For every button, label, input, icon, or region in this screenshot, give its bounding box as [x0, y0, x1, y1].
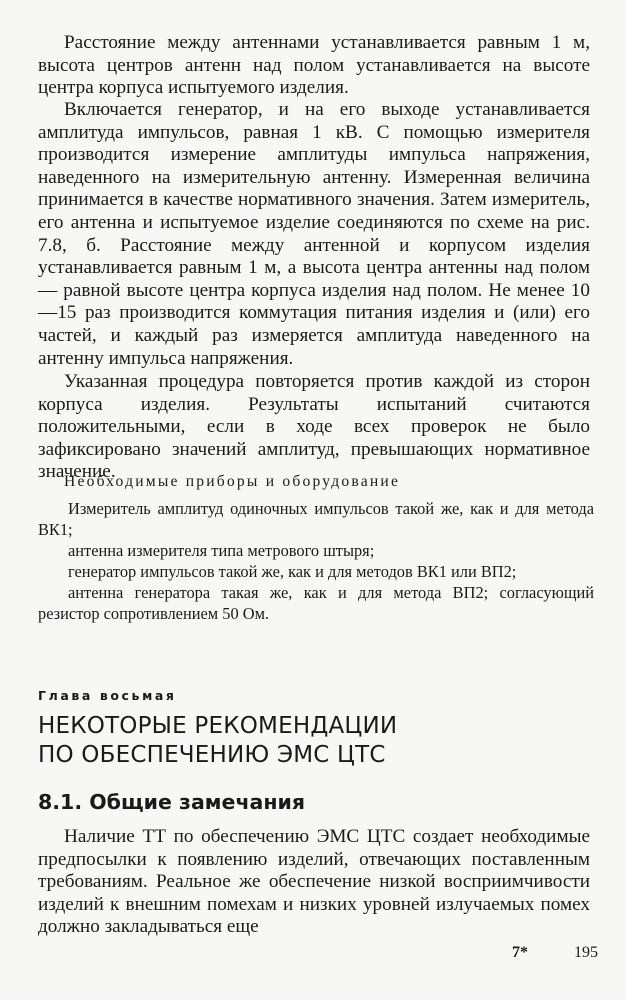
paragraph-generator-procedure: Включается генератор, и на его выходе устанавливается амплитуда импульсов, равная 1 кВ. С помощью измерителя производится измерение амплитуды импульса напряжения, наведенного на измерительную антенну. Измеренная величина принимается в качестве нормативного значения. Затем измеритель, его антенна и испытуемое изделие соединяются по схеме на рис. 7.8, б. Расстояние между антенной и корпусом изделия устанавливается равным 1 м, а высота центра антенны над полом — равной высоте центра корпуса изделия над полом. Не менее 10—15 раз производится коммутация питания изделия и (или) его частей, и каждый раз измеряется амплитуда наведенного на антенну импульса напряжения. [38, 99, 590, 369]
paragraph-general-remarks: Наличие ТТ по обеспечению ЭМС ЦТС создает необходимые предпосылки к появлению изделий, отвечающих поставленным требованиям. Реальное же обеспечение низкой восприимчивости изделий к внешним помехам и низких уровней излучаемых помех должно закладываться еще [38, 826, 590, 938]
page-number: 195 [574, 944, 598, 961]
equipment-item-generator-antenna: антенна генератора такая же, как и для метода ВП2; согласующий резистор сопротивлением 50 Ом. [38, 583, 594, 623]
paragraph-antenna-distance: Расстояние между антеннами устанавливается равным 1 м, высота центров антенн над полом устанавливается на высоте центра корпуса испытуемого изделия. [38, 32, 590, 99]
equipment-item-generator: генератор импульсов такой же, как и для методов ВК1 или ВП2; [68, 562, 517, 581]
signature-mark: 7* [512, 944, 528, 961]
paragraph-repeat-procedure: Указанная процедура повторяется против каждой из сторон корпуса изделия. Результаты испытаний считаются положительными, если в ходе всех проверок не было зафиксировано значений амплитуд, превышающих нормативное значение. [38, 371, 590, 483]
chapter-title [38, 712, 598, 770]
chapter-title-line-2: ПО ОБЕСПЕЧЕНИЮ ЭМС ЦТС [38, 742, 386, 768]
equipment-item-meter-antenna: антенна измерителя типа метрового штыря; [68, 541, 375, 560]
chapter-label: Глава восьмая [38, 688, 177, 703]
chapter-title-line-1: НЕКОТОРЫЕ РЕКОМЕНДАЦИИ [38, 713, 398, 739]
equipment-heading: Необходимые приборы и оборудование [64, 473, 401, 490]
section-title: 8.1. Общие замечания [38, 790, 306, 814]
equipment-item-meter: Измеритель амплитуд одиночных импульсов такой же, как и для метода ВК1; [38, 499, 594, 539]
